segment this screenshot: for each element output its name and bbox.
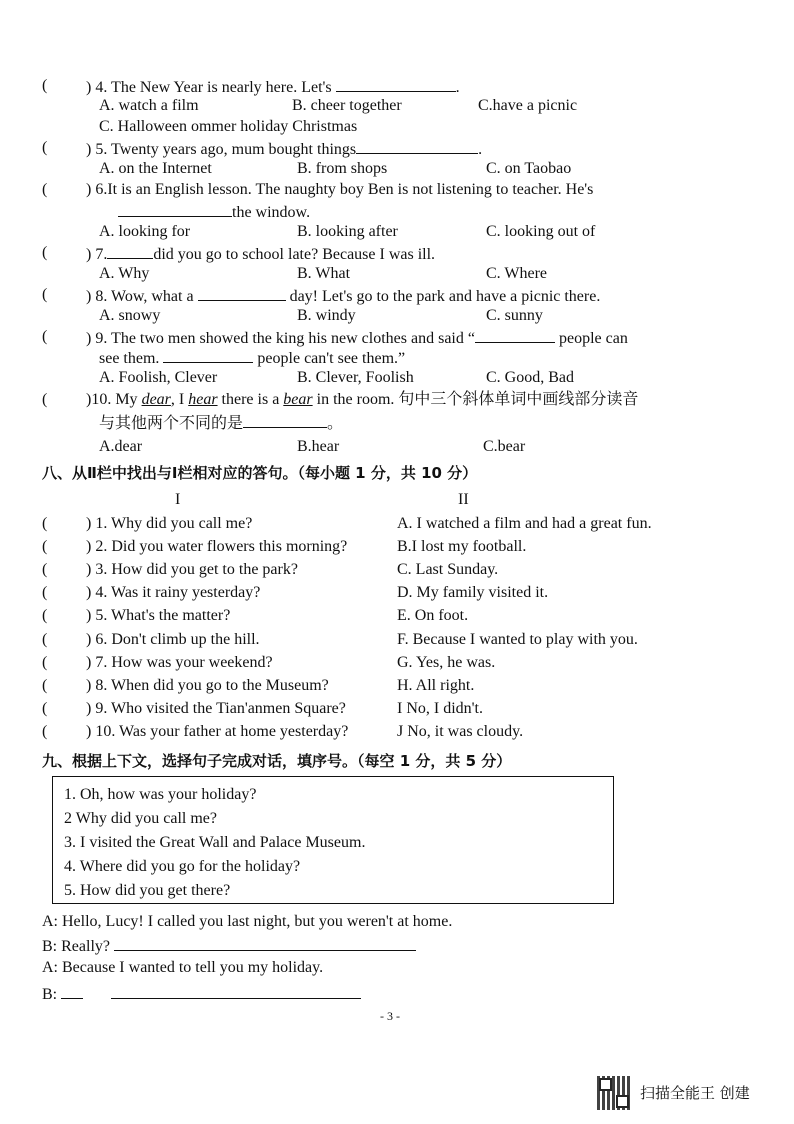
option-a: A. looking for	[99, 223, 191, 240]
option-a: A. Why	[99, 265, 150, 282]
dialog-line: B: Really?	[42, 935, 416, 957]
match-question: ) 7. How was your weekend?	[86, 654, 273, 671]
answer-paren[interactable]: (	[42, 654, 48, 671]
dialog-option: 4. Where did you go for the holiday?	[64, 858, 301, 875]
answer-paren[interactable]: (	[42, 723, 48, 740]
match-question: ) 4. Was it rainy yesterday?	[86, 584, 261, 601]
match-question: ) 2. Did you water flowers this morning?	[86, 538, 348, 555]
option-a: A. on the Internet	[99, 160, 212, 177]
answer-paren[interactable]: (	[42, 139, 48, 156]
answer-paren[interactable]: (	[42, 391, 48, 408]
answer-paren[interactable]: (	[42, 515, 48, 532]
answer-blank[interactable]	[163, 347, 253, 363]
option-a: A. snowy	[99, 307, 161, 324]
option-c: C. Where	[486, 265, 548, 282]
scanner-watermark: 扫描全能王 创建	[640, 1084, 750, 1102]
match-question: ) 6. Don't climb up the hill.	[86, 631, 260, 648]
question-5-stem: ) 5. Twenty years ago, mum bought things .	[86, 138, 482, 160]
match-answer: B.I lost my football.	[397, 538, 527, 555]
column-2-header: II	[458, 491, 469, 508]
match-answer: G. Yes, he was.	[397, 654, 496, 671]
answer-blank[interactable]	[356, 138, 478, 154]
dialog-option: 2 Why did you call me?	[64, 810, 217, 827]
dialog-line: A: Because I wanted to tell you my holiday.	[42, 959, 324, 976]
option-b: B. windy	[297, 307, 356, 324]
answer-blank[interactable]	[243, 412, 327, 428]
section-8-title: 八、从Ⅱ栏中找出与Ⅰ栏相对应的答句。（每小题 1 分，共 10 分）	[42, 464, 478, 482]
question-7-stem: ) 7. did you go to school late? Because I was ill.	[86, 243, 435, 265]
column-1-header: I	[175, 491, 181, 508]
match-answer: I No, I didn't.	[397, 700, 483, 717]
match-question: ) 9. Who visited the Tian'anmen Square?	[86, 700, 346, 717]
page-number: - 3 -	[380, 1009, 400, 1023]
option-c: C. on Taobao	[486, 160, 572, 177]
match-answer: E. On foot.	[397, 607, 469, 624]
option-a: A. watch a film	[99, 97, 199, 114]
match-answer: C. Last Sunday.	[397, 561, 499, 578]
question-10-stem: )10. My dear, I hear there is a bear in the room. 句中三个斜体单词中画线部分读音	[86, 391, 639, 408]
dialog-option: 1. Oh, how was your holiday?	[64, 786, 257, 803]
option-c: C. sunny	[486, 307, 543, 324]
answer-blank[interactable]	[61, 983, 83, 999]
section-9-title: 九、根据上下文，选择句子完成对话，填序号。（每空 1 分，共 5 分）	[42, 752, 512, 770]
option-row-garbled: C. Halloween ommer holiday Christmas	[99, 118, 358, 135]
option-c: C.have a picnic	[478, 97, 578, 114]
match-question: ) 5. What's the matter?	[86, 607, 231, 624]
option-b: B. from shops	[297, 160, 388, 177]
answer-paren[interactable]: (	[42, 561, 48, 578]
answer-blank[interactable]	[475, 327, 555, 343]
answer-blank[interactable]	[114, 935, 416, 951]
option-b: B.hear	[297, 438, 340, 455]
match-answer: D. My family visited it.	[397, 584, 549, 601]
match-question: ) 8. When did you go to the Museum?	[86, 677, 329, 694]
match-answer: A. I watched a film and had a great fun.	[397, 515, 652, 532]
answer-blank[interactable]	[111, 983, 361, 999]
qr-code-icon	[597, 1076, 631, 1110]
answer-paren[interactable]: (	[42, 244, 48, 261]
dialog-line: B:	[42, 983, 361, 1005]
question-6-line2: the window.	[118, 201, 310, 223]
answer-paren[interactable]: (	[42, 286, 48, 303]
dialog-line: A: Hello, Lucy! I called you last night, but you weren't at home.	[42, 913, 453, 930]
answer-paren[interactable]: (	[42, 584, 48, 601]
answer-paren[interactable]: (	[42, 700, 48, 717]
answer-paren[interactable]: (	[42, 607, 48, 624]
match-answer: H. All right.	[397, 677, 475, 694]
question-4-stem: ) 4. The New Year is nearly here. Let's .	[86, 76, 460, 98]
match-answer: J No, it was cloudy.	[397, 723, 524, 740]
option-c: C. looking out of	[486, 223, 596, 240]
answer-paren[interactable]: (	[42, 77, 48, 94]
question-6-stem: ) 6.It is an English lesson. The naughty boy Ben is not listening to teacher. He's	[86, 181, 594, 198]
answer-blank[interactable]	[118, 201, 232, 217]
match-question: ) 10. Was your father at home yesterday?	[86, 723, 349, 740]
answer-paren[interactable]: (	[42, 631, 48, 648]
answer-paren[interactable]: (	[42, 677, 48, 694]
answer-paren[interactable]: (	[42, 181, 48, 198]
answer-paren[interactable]: (	[42, 538, 48, 555]
dialog-option: 3. I visited the Great Wall and Palace Museum.	[64, 834, 366, 851]
option-a: A.dear	[99, 438, 143, 455]
answer-blank[interactable]	[198, 285, 286, 301]
option-b: B. looking after	[297, 223, 398, 240]
question-9-stem: ) 9. The two men showed the king his new clothes and said “ people can	[86, 327, 628, 349]
option-c: C. Good, Bad	[486, 369, 574, 386]
answer-paren[interactable]: (	[42, 328, 48, 345]
option-b: B. cheer together	[292, 97, 402, 114]
question-8-stem: ) 8. Wow, what a day! Let's go to the park and have a picnic there.	[86, 285, 600, 307]
match-question: ) 1. Why did you call me?	[86, 515, 253, 532]
answer-blank[interactable]	[107, 243, 153, 259]
match-question: ) 3. How did you get to the park?	[86, 561, 298, 578]
dialog-option: 5. How did you get there?	[64, 882, 231, 899]
question-10-line2: 与其他两个不同的是 。	[99, 412, 343, 434]
answer-blank[interactable]	[336, 76, 456, 92]
option-a: A. Foolish, Clever	[99, 369, 218, 386]
option-b: B. Clever, Foolish	[297, 369, 414, 386]
match-answer: F. Because I wanted to play with you.	[397, 631, 638, 648]
question-9-line2: see them. people can't see them.”	[99, 347, 405, 369]
option-c: C.bear	[483, 438, 526, 455]
option-b: B. What	[297, 265, 351, 282]
